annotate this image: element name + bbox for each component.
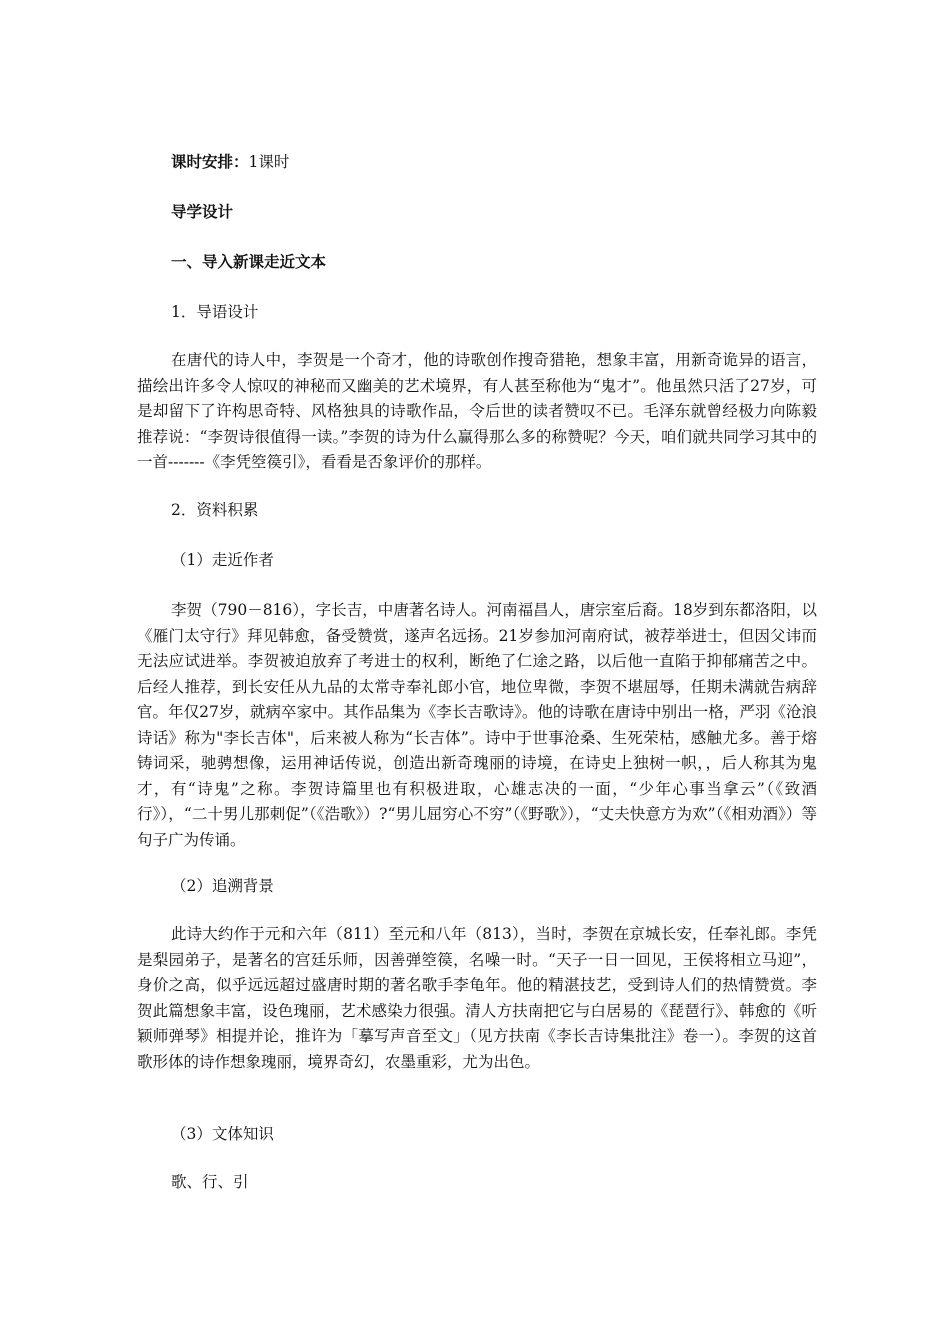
background-title: （2）追溯背景 xyxy=(171,877,274,895)
schedule-line xyxy=(171,152,289,172)
sub1-title: 1．导语设计 xyxy=(171,303,259,321)
sub2-title: 2．资料积累 xyxy=(171,501,259,519)
schedule-value: 1课时 xyxy=(248,153,290,171)
author-title: （1）走近作者 xyxy=(171,551,274,569)
background-paragraph: 此诗大约作于元和六年（811）至元和八年（813），当时，李贺在京城长安，任奉礼郎。李凭是梨园弟子，是著名的宫廷乐师，因善弹箜篌，名噪一时。“天子一日一回见，王侯将相立马迎”，身价之高，似乎远远超过盛唐时期的著名歌手李龟年。他的精湛技艺，受到诗人们的热情赞赏。李贺此篇想象丰富，设色瑰丽，艺术感染力很强。清人方扶南把它与白居易的《琵琶行》、韩愈的《听颖师弹琴》相提并论，推许为「摹写声音至文」（见方扶南《李长吉诗集批注》卷一）。李贺的这首歌形体的诗作想象瑰丽，境界奇幻，农墨重彩，尤为出色。 xyxy=(137,925,817,1071)
genre-text: 歌、行、引 xyxy=(171,1173,249,1191)
genre-title: （3）文体知识 xyxy=(171,1125,274,1143)
intro-paragraph: 在唐代的诗人中，李贺是一个奇才，他的诗歌创作搜奇猎艳，想象丰富，用新奇诡异的语言，描绘出许多令人惊叹的神秘而又幽美的艺术境界，有人甚至称他为“鬼才”。他虽然只活了27岁，可是却留下了许构思奇特、风格独具的诗歌作品，令后世的读者赞叹不已。毛泽东就曾经极力向陈毅推荐说：“李贺诗很值得一读。”李贺的诗为什么赢得那么多的称赞呢？今天，咱们就共同学习其中的一首-------《李凭箜篌引》，看看是否象评价的那样。 xyxy=(137,351,817,471)
author-paragraph: 李贺（790－816），字长吉，中唐著名诗人。河南福昌人，唐宗室后裔。18岁到东都洛阳，以《雁门太守行》拜见韩愈，备受赞赏，遂声名远扬。21岁参加河南府试，被荐举进士，但因父讳而无法应试进举。李贺被迫放弃了考进士的权利，断绝了仁途之路，以后他一直陷于抑郁痛苦之中。后经人推荐，到长安任从九品的太常寺奉礼郎小官，地位卑微，李贺不堪屈辱，任期未满就告病辞官。年仅27岁，就病卒家中。其作品集为《李长吉歌诗》。他的诗歌在唐诗中别出一格，严羽《沧浪诗话》称为"李长吉体"，后来被人称为“长吉体”。诗中于世事沧桑、生死荣枯，感触尤多。善于熔铸词采，驰骋想像，运用神话传说，创造出新奇瑰丽的诗境，在诗史上独树一帜，，后人称其为鬼才，有“诗鬼”之称。李贺诗篇里也有积极进取，心雄志决的一面，“少年心事当拿云”（《致酒行》），“二十男儿那刺促”（《浩歌》）?“男儿屈穷心不穷”（《野歌》），“丈夫快意方为欢”（《相劝酒》）等句子广为传诵。 xyxy=(137,601,817,849)
guide-title: 导学设计 xyxy=(171,203,234,221)
schedule-label: 课时安排： xyxy=(171,153,249,171)
section1-title: 一、导入新课走近文本 xyxy=(171,253,327,271)
